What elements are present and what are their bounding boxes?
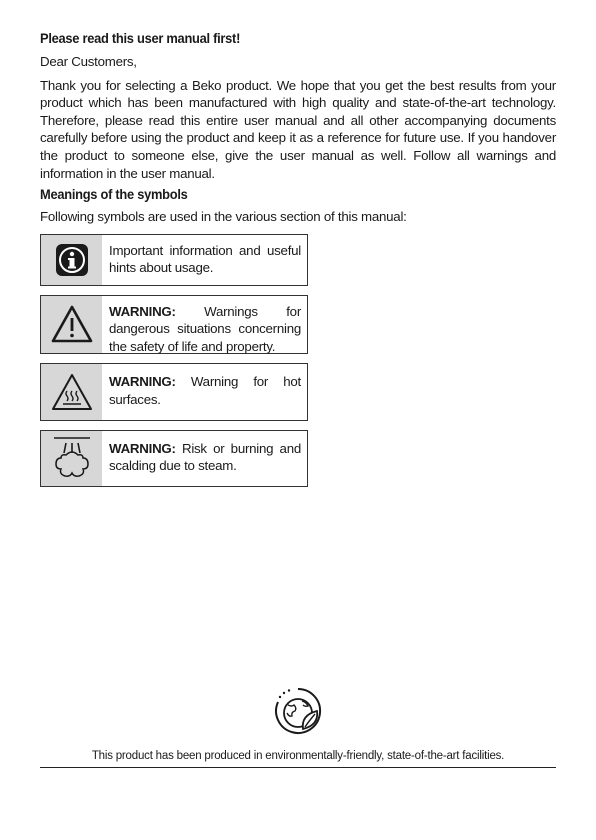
symbols-intro: Following symbols are used in the various section of this manual: (40, 209, 407, 225)
symbols-list (40, 234, 308, 487)
symbol-steam (40, 430, 308, 487)
greeting: Dear Customers, (40, 54, 137, 69)
symbol-hot-surface-text: WARNING: Warning for hot surfaces. (109, 374, 301, 407)
footer-text: This product has been produced in environmentally-friendly, state-of-the-art facilities. (91, 750, 505, 762)
manual-page (40, 30, 556, 496)
intro-paragraph: Thank you for selecting a Beko product. We hope that you get the best results from your product which has been manufactured with high quality and state-of-the-art technology. Therefore, please read this entire user manual and all other accompanying documents carefully before using the product and keep it as a reference for future use. If you handover the product to someone else, give the user manual as well. Follow all warnings and information in the user manual. (40, 77, 556, 181)
symbol-info-text: Important information and useful hints about usage. (109, 242, 301, 276)
hot-surface-icon (41, 364, 103, 420)
page-title: Please read this user manual first! (40, 30, 241, 46)
symbol-warning-text: WARNING: Warnings for dangerous situations concerning the safety of life and property. (109, 303, 301, 354)
symbol-info (40, 234, 308, 286)
footer-divider (40, 767, 556, 768)
symbols-heading: Meanings of the symbols (40, 186, 188, 203)
info-icon (41, 235, 103, 285)
footer (40, 683, 556, 762)
symbol-steam-text: WARNING: Risk or burning and scalding due to steam. (109, 440, 301, 474)
steam-icon (41, 431, 103, 486)
symbol-warning (40, 295, 308, 354)
eco-globe-leaf-icon (40, 683, 556, 746)
warning-triangle-icon (41, 296, 103, 353)
symbol-hot-surface (40, 363, 308, 421)
